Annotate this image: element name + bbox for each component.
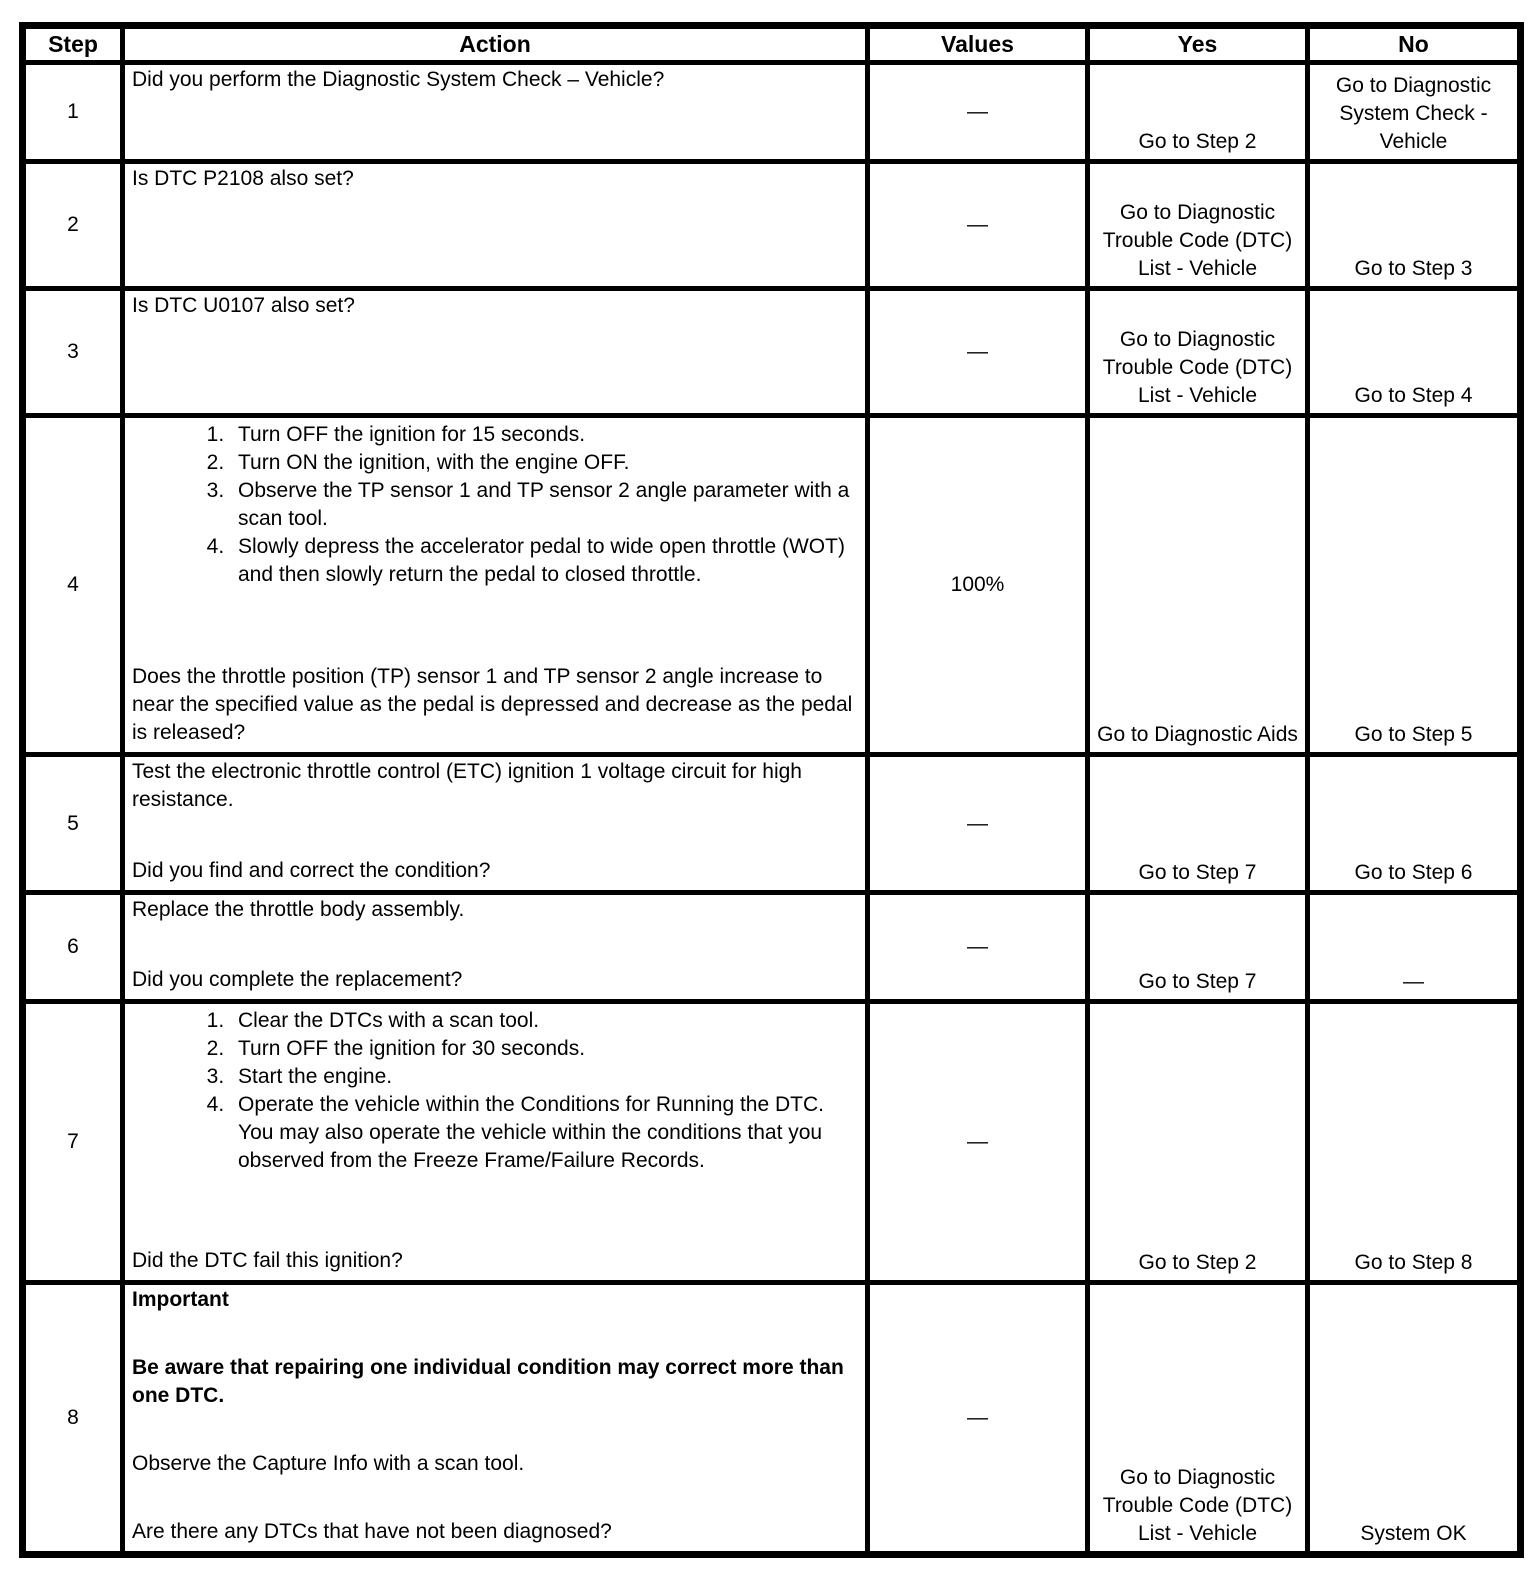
- col-header-action: Action: [123, 26, 868, 63]
- action-question: Did you complete the replacement?: [132, 968, 463, 991]
- action-paragraph: Test the electronic throttle control (ETC) ignition 1 voltage circuit for high resistance.: [132, 760, 802, 811]
- step-cell: 1: [23, 63, 123, 162]
- col-header-step: Step: [23, 26, 123, 63]
- action-question: Did you find and correct the condition?: [132, 859, 491, 882]
- no-cell: Go to Step 6: [1308, 755, 1521, 893]
- table-row: [23, 63, 1521, 162]
- action-question: Are there any DTCs that have not been diagnosed?: [132, 1520, 612, 1543]
- table-row: [23, 416, 1521, 755]
- table-row: [23, 755, 1521, 893]
- values-cell: —: [868, 893, 1088, 1002]
- values-cell: —: [868, 755, 1088, 893]
- yes-cell: Go to Diagnostic Trouble Code (DTC) List - Vehicle: [1088, 1283, 1308, 1555]
- no-cell: Go to Diagnostic System Check - Vehicle: [1308, 63, 1521, 162]
- yes-cell: Go to Diagnostic Trouble Code (DTC) List - Vehicle: [1088, 289, 1308, 416]
- no-cell: Go to Step 4: [1308, 289, 1521, 416]
- action-list-item: 2. Turn ON the ignition, with the engine OFF.: [230, 449, 857, 477]
- action-list-item: 2. Turn OFF the ignition for 30 seconds.: [230, 1035, 857, 1063]
- table-row: [23, 162, 1521, 289]
- action-question: Is DTC U0107 also set?: [132, 294, 355, 317]
- table-row: [23, 1002, 1521, 1283]
- action-cell: [123, 289, 868, 416]
- no-cell: Go to Step 8: [1308, 1002, 1521, 1283]
- step-cell: 4: [23, 416, 123, 755]
- table-header-row: [23, 26, 1521, 63]
- col-header-no: No: [1308, 26, 1521, 63]
- values-cell: 100%: [868, 416, 1088, 755]
- no-cell: Go to Step 5: [1308, 416, 1521, 755]
- action-cell: [123, 63, 868, 162]
- yes-cell: Go to Step 7: [1088, 893, 1308, 1002]
- action-paragraph: Observe the Capture Info with a scan tool.: [132, 1452, 525, 1475]
- yes-cell: Go to Step 7: [1088, 755, 1308, 893]
- values-cell: —: [868, 63, 1088, 162]
- values-cell: —: [868, 162, 1088, 289]
- step-cell: 5: [23, 755, 123, 893]
- action-list-item: 4. Operate the vehicle within the Conditions for Running the DTC. You may also operate the vehicle within the conditions that you observed from the Freeze Frame/Failure Records.: [230, 1091, 857, 1175]
- table-row: [23, 1283, 1521, 1555]
- action-question: Did you perform the Diagnostic System Check – Vehicle?: [132, 68, 665, 91]
- action-list-item: 3. Start the engine.: [230, 1063, 857, 1091]
- action-paragraph: Replace the throttle body assembly.: [132, 898, 465, 921]
- important-label: Important: [132, 1288, 229, 1311]
- col-header-values: Values: [868, 26, 1088, 63]
- no-cell: —: [1308, 893, 1521, 1002]
- action-list-item: 4. Slowly depress the accelerator pedal to wide open throttle (WOT) and then slowly return the pedal to closed throttle.: [230, 533, 857, 589]
- action-list-item: 3. Observe the TP sensor 1 and TP sensor 2 angle parameter with a scan tool.: [230, 477, 857, 533]
- action-question: Did the DTC fail this ignition?: [132, 1249, 403, 1272]
- action-question: Is DTC P2108 also set?: [132, 167, 354, 190]
- yes-cell: Go to Step 2: [1088, 1002, 1308, 1283]
- yes-cell: Go to Diagnostic Aids: [1088, 416, 1308, 755]
- values-cell: —: [868, 289, 1088, 416]
- action-cell: [123, 1002, 868, 1283]
- no-cell: System OK: [1308, 1283, 1521, 1555]
- step-cell: 7: [23, 1002, 123, 1283]
- no-cell: Go to Step 3: [1308, 162, 1521, 289]
- diagnostic-table: [19, 22, 1524, 1558]
- values-cell: —: [868, 1002, 1088, 1283]
- step-cell: 6: [23, 893, 123, 1002]
- action-numbered-list: [132, 421, 857, 589]
- values-cell: —: [868, 1283, 1088, 1555]
- step-cell: 2: [23, 162, 123, 289]
- yes-cell: Go to Step 2: [1088, 63, 1308, 162]
- important-text: Be aware that repairing one individual condition may correct more than one DTC.: [132, 1356, 844, 1407]
- action-list-item: 1. Clear the DTCs with a scan tool.: [230, 1007, 857, 1035]
- table-row: [23, 289, 1521, 416]
- action-question: Does the throttle position (TP) sensor 1 and TP sensor 2 angle increase to near the specified value as the pedal is depressed and decrease as the pedal is released?: [132, 665, 853, 744]
- action-cell: [123, 416, 868, 755]
- action-numbered-list: [132, 1007, 857, 1175]
- action-list-item: 1. Turn OFF the ignition for 15 seconds.: [230, 421, 857, 449]
- table-row: [23, 893, 1521, 1002]
- col-header-yes: Yes: [1088, 26, 1308, 63]
- action-cell: [123, 162, 868, 289]
- action-cell: [123, 1283, 868, 1555]
- step-cell: 3: [23, 289, 123, 416]
- action-cell: [123, 893, 868, 1002]
- action-cell: [123, 755, 868, 893]
- step-cell: 8: [23, 1283, 123, 1555]
- yes-cell: Go to Diagnostic Trouble Code (DTC) List - Vehicle: [1088, 162, 1308, 289]
